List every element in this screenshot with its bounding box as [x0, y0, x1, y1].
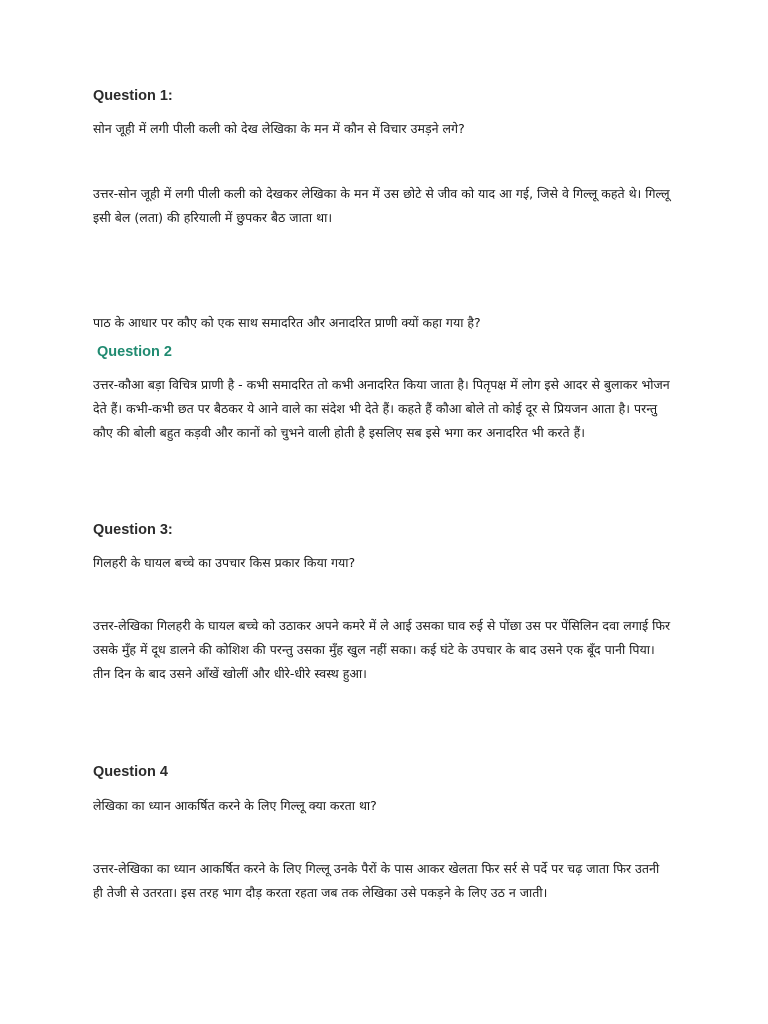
- question-2-text: पाठ के आधार पर कौए को एक साथ समादरित और अनादरित प्राणी क्यों कहा गया है?: [93, 315, 481, 330]
- answer-2-text: उत्तर-कौआ बड़ा विचित्र प्राणी है - कभी समादरित तो कभी अनादरित किया जाता है। पितृपक्ष में लोग इसे आदर से बुलाकर भोजन देते हैं। कभी-कभी छत पर बैठकर ये आने वाले का संदेश भी देते हैं। कहते हैं कौआ बोले तो कोई दूर से प्रियजन आता है। परन्तु कौए की बोली बहुत कड़वी और कानों को चुभने वाली होती है इसलिए सब इसे भगा कर अनादरित भी करते हैं।: [93, 377, 670, 440]
- question-4-text: लेखिका का ध्यान आकर्षित करने के लिए गिल्लू क्या करता था?: [93, 798, 377, 813]
- question-3-heading: Question 3:: [93, 522, 173, 538]
- answer-4-text: उत्तर-लेखिका का ध्यान आकर्षित करने के लिए गिल्लू उनके पैरों के पास आकर खेलता फिर सर्र से पर्दे पर चढ़ जाता फिर उतनी ही तेजी से उतरता। इस तरह भाग दौड़ करता रहता जब तक लेखिका उसे पकड़ने के लिए उठ न जाती।: [93, 861, 660, 900]
- answer-3-text: उत्तर-लेखिका गिलहरी के घायल बच्चे को उठाकर अपने कमरे में ले आई उसका घाव रुई से पोंछा उस पर पेंसिलिन दवा लगाई फिर उसके मुँह में दूध डालने की कोशिश की परन्तु उसका मुँह खुल नहीं सका। कई घंटे के उपचार के बाद उसने एक बूँद पानी पिया। तीन दिन के बाद उसने आँखें खोलीं और धीरे-धीरे स्वस्थ हुआ।: [93, 618, 671, 681]
- question-1-text: सोन जूही में लगी पीली कली को देख लेखिका के मन में कौन से विचार उमड़ने लगे?: [93, 121, 465, 136]
- question-3-text: गिलहरी के घायल बच्चे का उपचार किस प्रकार किया गया?: [93, 555, 356, 570]
- answer-1-text: उत्तर-सोन जूही में लगी पीली कली को देखकर लेखिका के मन में उस छोटे से जीव को याद आ गई, जिसे वे गिल्लू कहते थे। गिल्लू इसी बेल (लता) की हरियाली में छुपकर बैठ जाता था।: [93, 186, 670, 225]
- question-1-heading: Question 1:: [93, 88, 173, 104]
- question-2-heading: Question 2: [97, 344, 172, 360]
- question-4-heading: Question 4: [93, 764, 168, 780]
